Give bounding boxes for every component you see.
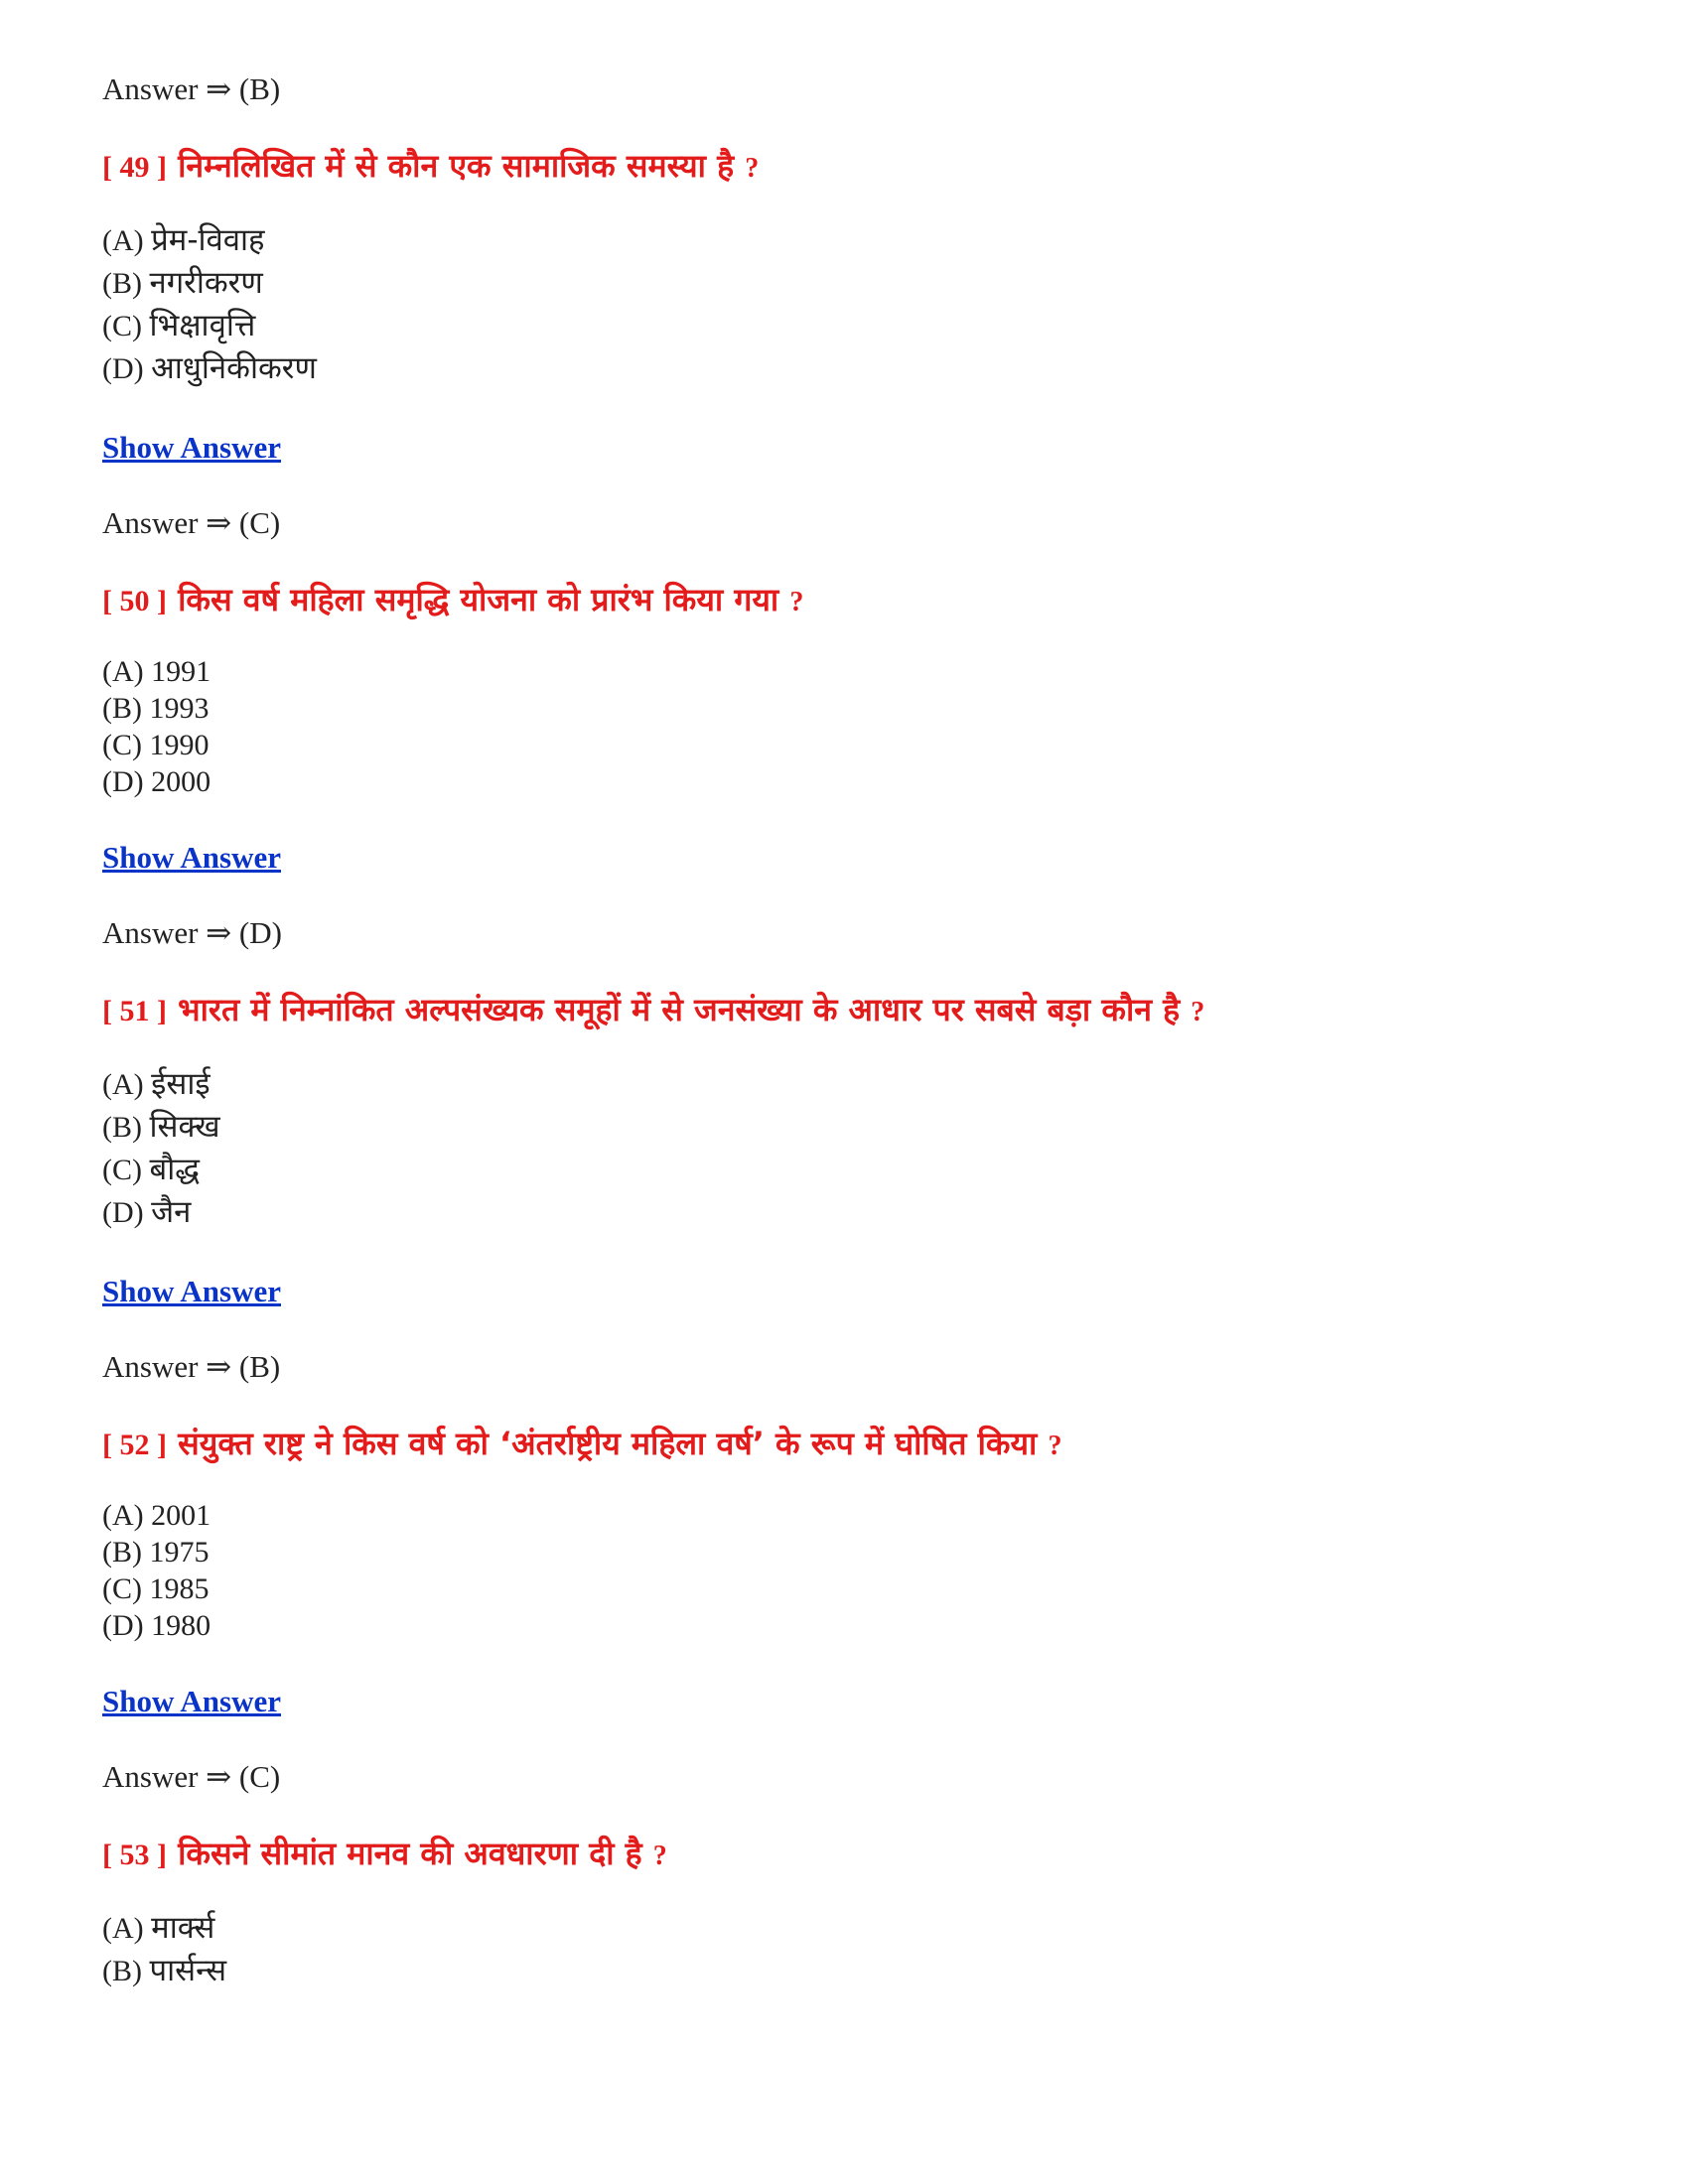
option-label: (A): [102, 655, 144, 688]
option-label: (C): [102, 729, 142, 761]
question-number: [ 53 ]: [102, 1839, 167, 1871]
question-text: किस वर्ष महिला समृद्धि योजना को प्रारंभ किया गया: [178, 581, 779, 618]
answer-text: Answer ⇒ (B): [102, 71, 281, 106]
option-text: 2000: [151, 765, 211, 798]
option-a: [102, 1497, 1592, 1534]
option-text: आधुनिकीकरण: [151, 350, 317, 386]
option-a: [102, 653, 1592, 690]
answer-text: Answer ⇒ (D): [102, 915, 282, 950]
question-number: [ 52 ]: [102, 1429, 167, 1461]
option-label: (A): [102, 1912, 144, 1945]
question-number: [ 49 ]: [102, 151, 167, 184]
option-label: (A): [102, 224, 144, 257]
options-list: [102, 1907, 1592, 1992]
show-answer-link[interactable]: Show Answer: [102, 840, 282, 875]
option-b: [102, 690, 1592, 727]
option-c: [102, 1149, 1592, 1191]
question-mark: ?: [745, 153, 760, 184]
option-text: ईसाई: [151, 1066, 211, 1102]
option-b: [102, 1534, 1592, 1570]
option-d: [102, 347, 1592, 390]
option-d: [102, 763, 1592, 800]
question-mark: ?: [789, 587, 804, 617]
option-text: पार्सन्स: [149, 1953, 227, 1988]
option-label: (D): [102, 1196, 144, 1229]
question-block: [102, 1421, 1592, 1797]
option-b: [102, 1106, 1592, 1149]
option-label: (B): [102, 692, 142, 725]
option-text: जैन: [151, 1194, 192, 1230]
question-number: [ 50 ]: [102, 585, 167, 617]
option-text: 1980: [151, 1609, 211, 1642]
option-label: (C): [102, 310, 142, 342]
question-heading: [102, 577, 1592, 625]
option-text: बौद्ध: [149, 1152, 200, 1187]
options-list: [102, 653, 1592, 800]
question-block: [102, 143, 1592, 543]
question-text: संयुक्त राष्ट्र ने किस वर्ष को ‘अंतर्राष्ट्रीय महिला वर्ष’ के रूप में घोषित किया: [178, 1425, 1038, 1462]
answer-text: Answer ⇒ (C): [102, 505, 281, 540]
option-text: भिक्षावृत्ति: [149, 308, 256, 343]
question-mark: ?: [652, 1841, 667, 1871]
option-d: [102, 1607, 1592, 1644]
option-text: प्रेम-विवाह: [151, 222, 265, 258]
question-text: निम्नलिखित में से कौन एक सामाजिक समस्या है: [178, 147, 735, 185]
question-number: [ 51 ]: [102, 995, 167, 1027]
option-text: 1975: [149, 1536, 210, 1569]
show-answer-link[interactable]: Show Answer: [102, 430, 282, 465]
question-heading: [102, 143, 1592, 192]
option-c: [102, 727, 1592, 763]
quiz-page: [102, 69, 1592, 1992]
option-a: [102, 219, 1592, 262]
option-label: (A): [102, 1499, 144, 1532]
option-b: [102, 1950, 1592, 1992]
option-label: (C): [102, 1154, 142, 1186]
question-heading: [102, 1831, 1592, 1879]
option-text: 1993: [149, 692, 210, 725]
answer-text: Answer ⇒ (C): [102, 1759, 281, 1794]
option-label: (B): [102, 1536, 142, 1569]
option-text: मार्क्स: [151, 1910, 215, 1946]
question-heading: [102, 1421, 1592, 1469]
option-text: सिक्ख: [149, 1109, 220, 1145]
option-label: (B): [102, 267, 142, 300]
question-text: भारत में निम्नांकित अल्पसंख्यक समूहों में से जनसंख्या के आधार पर सबसे बड़ा कौन है: [178, 991, 1181, 1028]
option-b: [102, 262, 1592, 305]
question-heading: [102, 987, 1592, 1035]
option-label: (B): [102, 1955, 142, 1987]
options-list: [102, 219, 1592, 390]
option-text: नगरीकरण: [149, 265, 263, 301]
question-mark: ?: [1191, 997, 1205, 1027]
option-text: 1991: [151, 655, 211, 688]
option-text: 2001: [151, 1499, 211, 1532]
option-label: (D): [102, 765, 144, 798]
option-label: (A): [102, 1068, 144, 1101]
option-d: [102, 1191, 1592, 1234]
question-block: [102, 577, 1592, 953]
option-label: (B): [102, 1111, 142, 1144]
options-list: [102, 1497, 1592, 1644]
question-mark: ?: [1048, 1431, 1062, 1461]
options-list: [102, 1063, 1592, 1234]
option-c: [102, 1570, 1592, 1607]
option-c: [102, 305, 1592, 347]
option-label: (C): [102, 1572, 142, 1605]
question-block: [102, 987, 1592, 1387]
answer-text: Answer ⇒ (B): [102, 1349, 281, 1384]
question-text: किसने सीमांत मानव की अवधारणा दी है: [178, 1835, 642, 1872]
option-label: (D): [102, 352, 144, 385]
show-answer-link[interactable]: Show Answer: [102, 1274, 282, 1308]
question-block: [102, 1831, 1592, 1992]
option-text: 1990: [149, 729, 210, 761]
option-text: 1985: [149, 1572, 210, 1605]
option-a: [102, 1907, 1592, 1950]
option-label: (D): [102, 1609, 144, 1642]
option-a: [102, 1063, 1592, 1106]
show-answer-link[interactable]: Show Answer: [102, 1684, 282, 1718]
